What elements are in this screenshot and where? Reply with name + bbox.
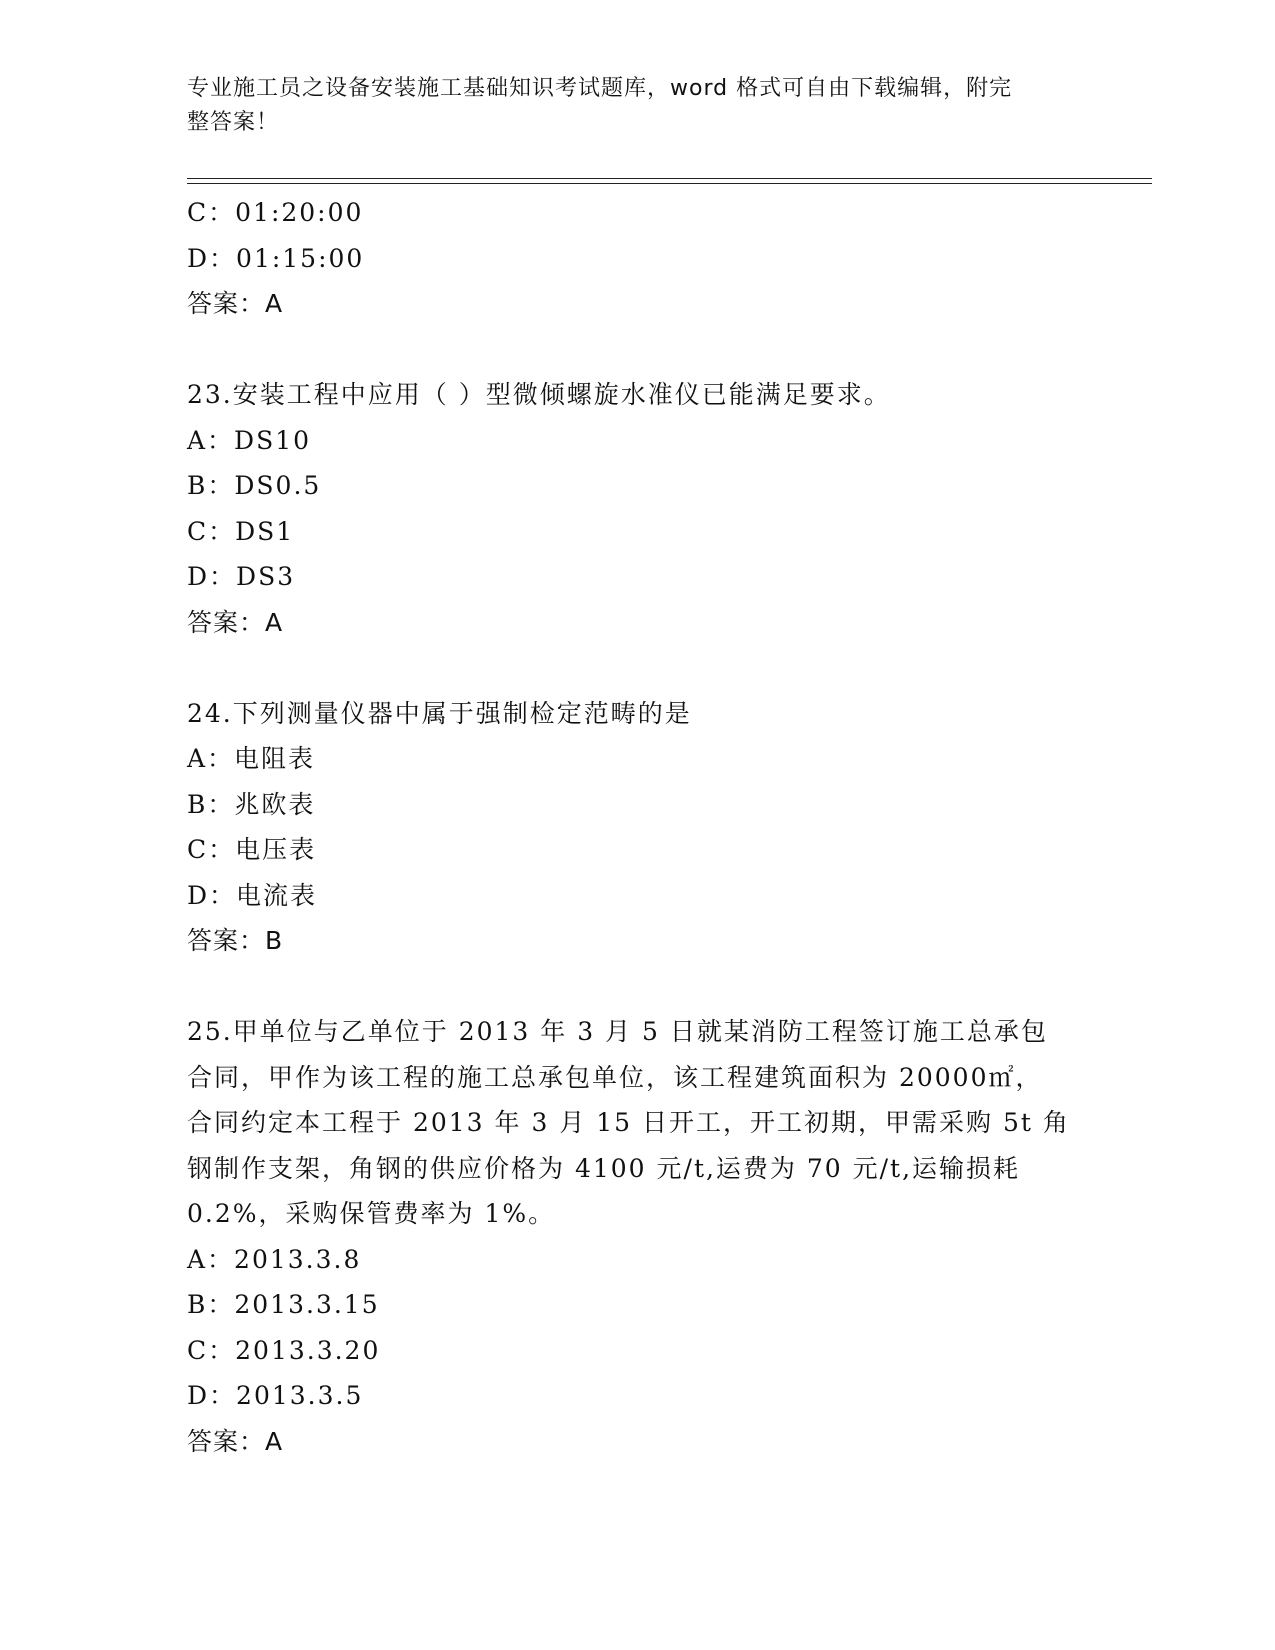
answer-line: 答案：B	[187, 926, 284, 955]
answer-line: 答案：A	[187, 607, 284, 637]
option-b: B：2013.3.15	[187, 1290, 380, 1319]
question-stem-line-4: 钢制作支架，角钢的供应价格为 4100 元/t,运费为 70 元/t,运输损耗	[187, 1153, 1021, 1183]
question-stem: 24.下列测量仪器中属于强制检定范畴的是	[187, 698, 692, 728]
question-stem-line-5: 0.2%，采购保管费率为 1%。	[187, 1199, 556, 1228]
option-b: B：兆欧表	[187, 789, 316, 819]
option-a: A：2013.3.8	[187, 1244, 362, 1274]
question-stem-line-2: 合同，甲作为该工程的施工总承包单位，该工程建筑面积为 20000㎡，	[187, 1062, 1043, 1092]
option-d: D：01:15:00	[187, 243, 365, 273]
option-a: A：电阻表	[187, 744, 316, 773]
header-divider-bottom	[187, 183, 1152, 184]
header-divider-top	[187, 178, 1152, 179]
question-25	[187, 1009, 1087, 1464]
answer-line: 答案：A	[187, 289, 284, 318]
option-d: D：电流表	[187, 880, 318, 910]
question-stem-line-3: 合同约定本工程于 2013 年 3 月 15 日开工，开工初期，甲需采购 5t 角	[187, 1108, 1070, 1137]
document-header	[187, 72, 1067, 140]
question-23	[187, 372, 1087, 645]
spacer	[187, 645, 1087, 691]
option-c: C：2013.3.20	[187, 1335, 381, 1365]
question-22-tail	[187, 190, 1087, 327]
option-b: B：DS0.5	[187, 471, 322, 500]
option-d: D：2013.3.5	[187, 1381, 364, 1410]
option-a: A：DS10	[187, 425, 312, 455]
option-c: C：01:20:00	[187, 198, 364, 227]
question-stem: 23.安装工程中应用（ ）型微倾螺旋水准仪已能满足要求。	[187, 380, 891, 409]
option-c: C：DS1	[187, 516, 295, 546]
question-stem-line-1: 25.甲单位与乙单位于 2013 年 3 月 5 日就某消防工程签订施工总承包	[187, 1017, 1048, 1046]
spacer	[187, 327, 1087, 373]
option-c: C：电压表	[187, 835, 317, 864]
header-line-1: 专业施工员之设备安装施工基础知识考试题库，word 格式可自由下载编辑，附完	[187, 76, 1013, 101]
option-d: D：DS3	[187, 562, 296, 591]
answer-line: 答案：A	[187, 1426, 284, 1456]
question-list	[187, 190, 1087, 1464]
header-line-2: 整答案！	[187, 110, 280, 135]
question-24	[187, 691, 1087, 964]
spacer	[187, 964, 1087, 1010]
